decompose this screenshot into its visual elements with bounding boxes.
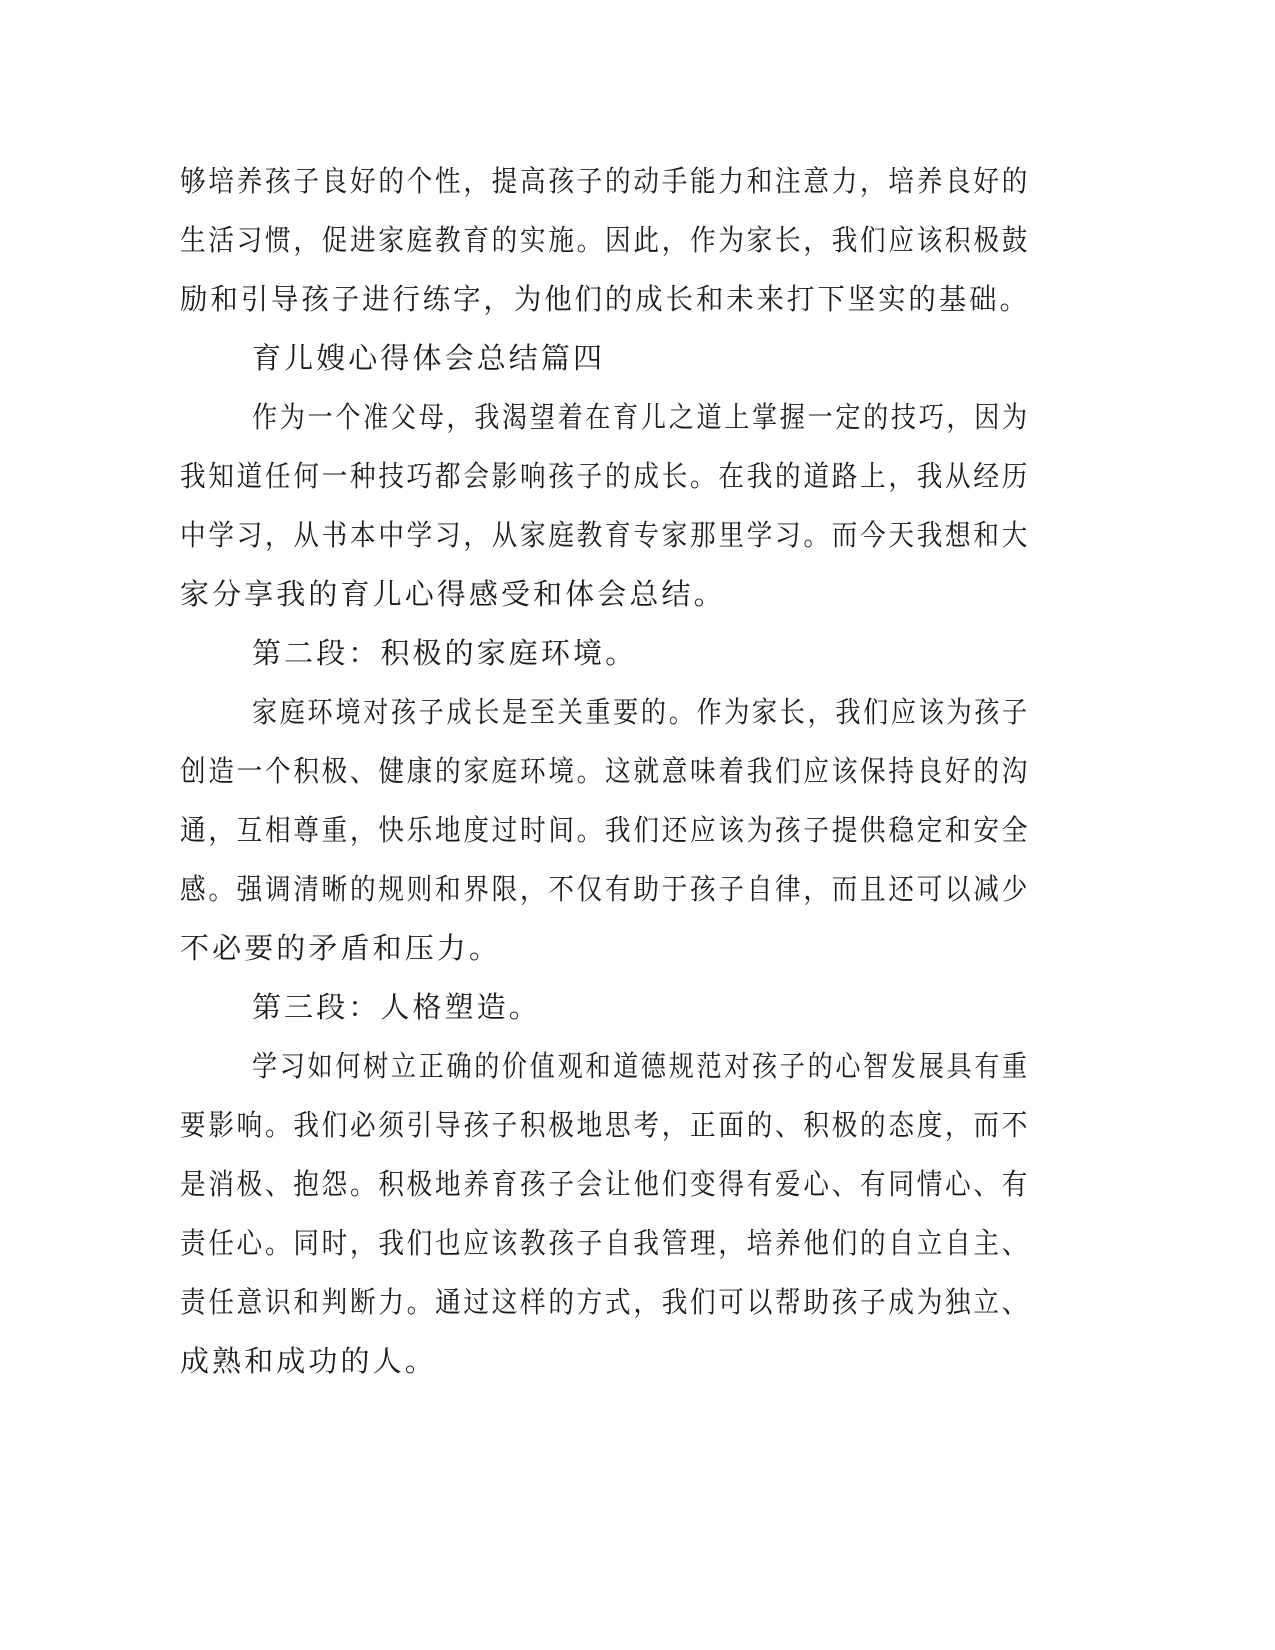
section-heading: 第三段：人格塑造。: [252, 990, 541, 1024]
paragraph-line: 责任心。同时，我们也应该教孩子自我管理，培养他们的自立自主、: [180, 1226, 1031, 1260]
paragraph-line: 创造一个积极、健康的家庭环境。这就意味着我们应该保持良好的沟: [180, 754, 1031, 788]
paragraph-line: 我知道任何一种技巧都会影响孩子的成长。在我的道路上，我从经历: [180, 459, 1031, 493]
paragraph-line: 励和引导孩子进行练字，为他们的成长和未来打下坚实的基础。: [180, 282, 1030, 316]
paragraph-line: 感。强调清晰的规则和界限，不仅有助于孩子自律，而且还可以减少: [180, 872, 1031, 906]
paragraph-line: 不必要的矛盾和压力。: [180, 931, 502, 965]
paragraph-line: 中学习，从书本中学习，从家庭教育专家那里学习。而今天我想和大: [180, 518, 1031, 552]
paragraph-line: 是消极、抱怨。积极地养育孩子会让他们变得有爱心、有同情心、有: [180, 1167, 1031, 1201]
paragraph-line: 生活习惯，促进家庭教育的实施。因此，作为家长，我们应该积极鼓: [180, 223, 1031, 257]
paragraph-line: 要影响。我们必须引导孩子积极地思考，正面的、积极的态度，而不: [180, 1108, 1031, 1142]
paragraph-line: 成熟和成功的人。: [180, 1344, 437, 1378]
section-heading: 第二段：积极的家庭环境。: [252, 636, 638, 670]
paragraph-line: 家庭环境对孩子成长是至关重要的。作为家长，我们应该为孩子: [252, 695, 1030, 729]
paragraph-line: 够培养孩子良好的个性，提高孩子的动手能力和注意力，培养良好的: [180, 164, 1031, 198]
paragraph-line: 家分享我的育儿心得感受和体会总结。: [180, 577, 726, 611]
section-heading: 育儿嫂心得体会总结篇四: [252, 341, 606, 375]
paragraph-line: 通，互相尊重，快乐地度过时间。我们还应该为孩子提供稳定和安全: [180, 813, 1031, 847]
paragraph-line: 责任意识和判断力。通过这样的方式，我们可以帮助孩子成为独立、: [180, 1285, 1031, 1319]
paragraph-line: 学习如何树立正确的价值观和道德规范对孩子的心智发展具有重: [252, 1049, 1030, 1083]
paragraph-line: 作为一个准父母，我渴望着在育儿之道上掌握一定的技巧，因为: [252, 400, 1030, 434]
